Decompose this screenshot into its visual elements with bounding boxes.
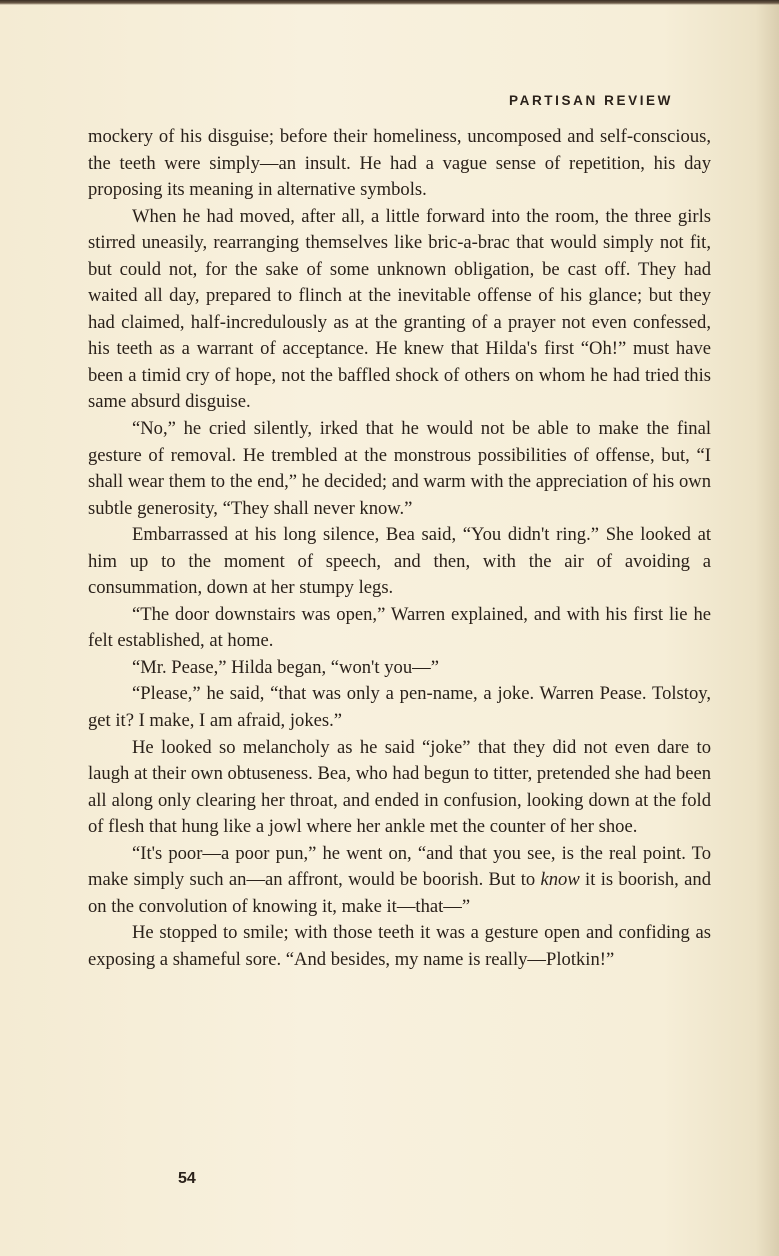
paragraph-10: He stopped to smile; with those teeth it was a gesture open and confiding as exposing a shameful sore. “And besides, my name is really—Plotkin!” [88, 922, 711, 970]
paragraph-9-after: it is boorish, and on the convolution of knowing it, make it—that—” [88, 869, 711, 917]
paragraph-7: “Please,” he said, “that was only a pen-name, a joke. Warren Pease. Tolstoy, get it? I make, I am afraid, jokes.” [88, 683, 711, 732]
paragraph-9 [88, 841, 711, 921]
paragraph-5: “The door downstairs was open,” Warren explained, and with his first lie he felt established, at home. [88, 603, 711, 652]
paragraph-3: “No,” he cried silently, irked that he would not be able to make the final gesture of removal. He trembled at the monstrous possibilities of offense, but, “I shall wear them to the end,” he decided; and warm with the appreciation of his own subtle generosity, “They shall never know.” [88, 418, 711, 519]
page-number: 54 [178, 1170, 196, 1187]
body-text [88, 124, 711, 974]
paragraph-8: He looked so melancholy as he said “joke” that they did not even dare to laugh at their own obtuseness. Bea, who had begun to titter, pretended she had been all along only clearing her throat, and ended in confusion, looking down at the fold of flesh that hung like a jowl where her ankle met the counter of her shoe. [88, 736, 711, 838]
paragraph-1: mockery of his disguise; before their homeliness, uncomposed and self-conscious, the teeth were simply—an insult. He had a vague sense of repetition, his day proposing its meaning in alternative symbols. [88, 126, 711, 201]
paragraph-6: “Mr. Pease,” Hilda began, “won't you—” [132, 656, 439, 678]
paragraph-2: When he had moved, after all, a little forward into the room, the three girls stirred uneasily, rearranging themselves like bric-a-brac that would simply not fit, but could not, for the sake of some unknown obligation, be cast off. They had waited all day, prepared to flinch at the inevitable offense of his glance; but they had claimed, half-incredulously as at the granting of a prayer not even confessed, his teeth as a warrant of acceptance. He knew that Hilda's first “Oh!” must have been a timid cry of hope, not the baffled shock of others on whom he had tried this same absurd disguise. [88, 205, 711, 413]
paragraph-9-italic: know [540, 869, 580, 891]
paragraph-4: Embarrassed at his long silence, Bea said, “You didn't ring.” She looked at him up to the moment of speech, and then, with the air of avoiding a consummation, down at her stumpy legs. [88, 524, 711, 599]
paragraph-9-before: “It's poor—a poor pun,” he went on, “and that you see, is the real point. To make simply such an—an affront, would be boorish. But to [88, 842, 711, 891]
page-top-edge [0, 0, 779, 5]
running-head: PARTISAN REVIEW [509, 93, 674, 108]
